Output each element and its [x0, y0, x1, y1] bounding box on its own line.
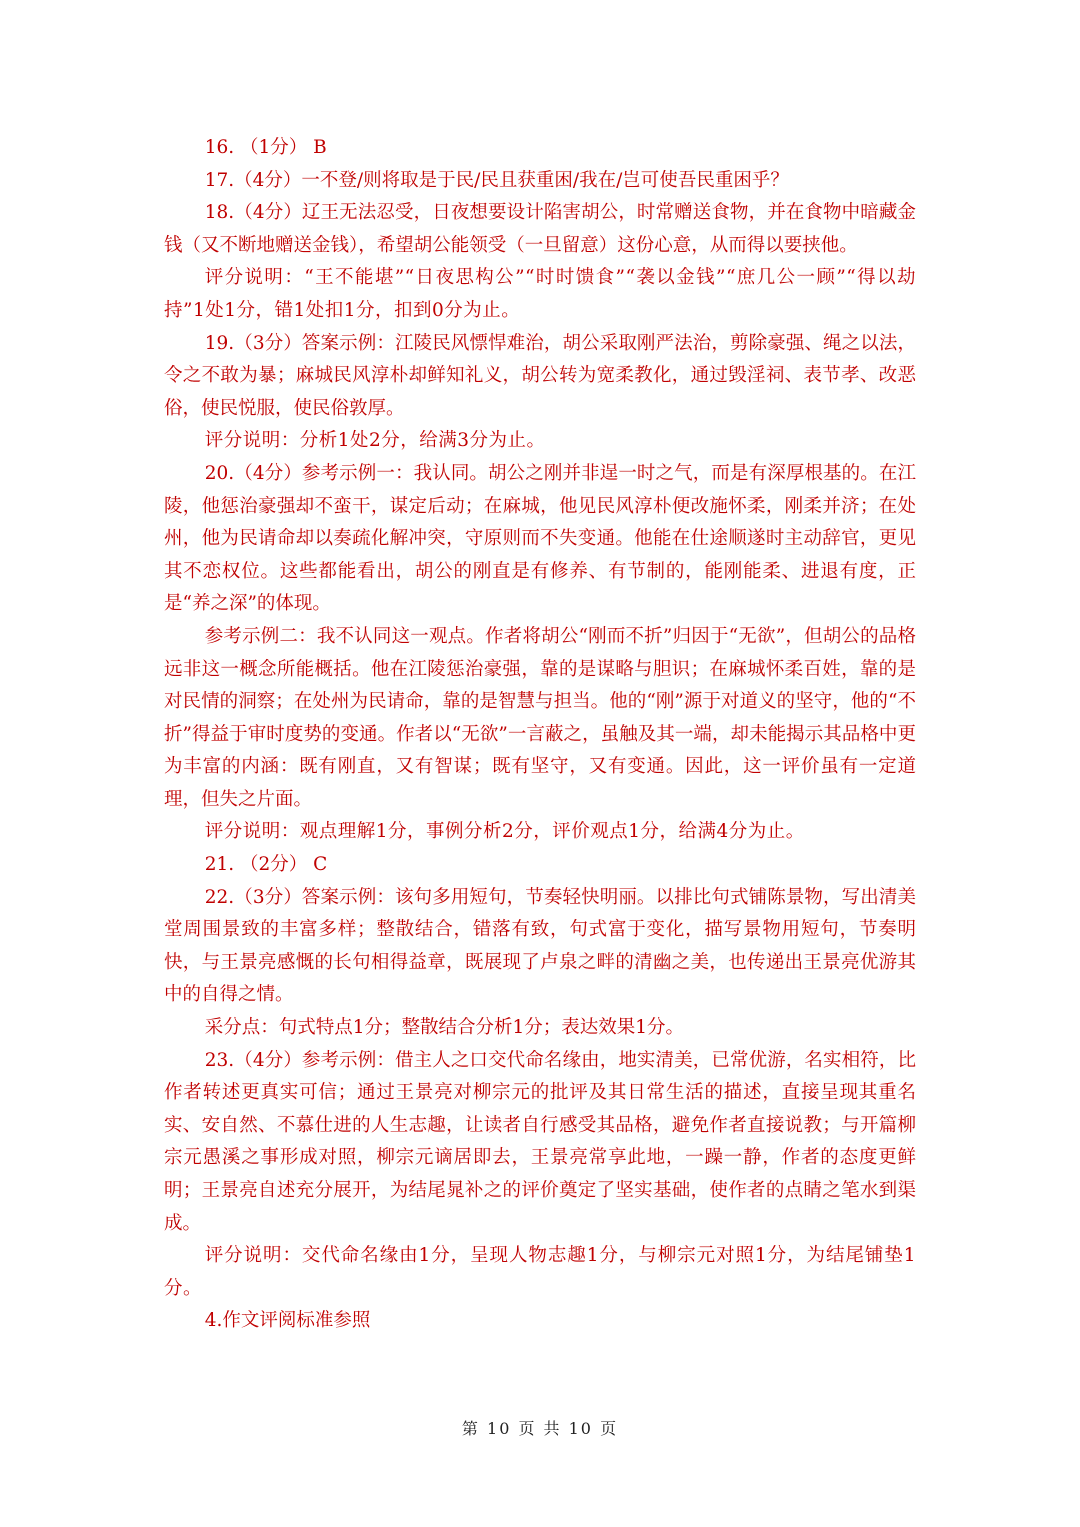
answer-20-example-2: 参考示例二：我不认同这一观点。作者将胡公“刚而不折”归因于“无欲”，但胡公的品格远非这一概念所能概括。他在江陵惩治豪强，靠的是谋略与胆识；在麻城怀柔百姓，靠的是对民情的洞察；在处州为民请命，靠的是智慧与担当。他的“刚”源于对道义的坚守，他的“不折”得益于审时度势的变通。作者以“无欲”一言蔽之，虽触及其一端，却未能揭示其品格中更为丰富的内涵：既有刚直，又有智谋；既有坚守，又有变通。因此，这一评价虽有一定道理，但失之片面。 [164, 625, 916, 810]
answer-21: 21. （2分） C [204, 854, 328, 876]
scoring-note-19: 评分说明：分析1处2分，给满3分为止。 [204, 430, 546, 452]
section-4-heading: 4.作文评阅标准参照 [204, 1310, 371, 1332]
page-number-footer: 第 10 页 共 10 页 [461, 1419, 619, 1438]
answer-20-example-1: 20.（4分）参考示例一：我认同。胡公之刚并非逞一时之气，而是有深厚根基的。在江陵，他惩治豪强却不蛮干，谋定后动；在麻城，他见民风淳朴便改施怀柔，刚柔并济；在处州，他为民请命却以奏疏化解冲突，守原则而不失变通。他能在仕途顺遂时主动辞官，更见其不恋权位。这些都能看出，胡公的刚直是有修养、有节制的，能刚能柔、进退有度，正是“养之深”的体现。 [164, 462, 916, 615]
scoring-note-23: 评分说明：交代命名缘由1分，呈现人物志趣1分，与柳宗元对照1分，为结尾铺垫1分。 [164, 1245, 916, 1299]
scoring-note-18: 评分说明：“王不能堪”“日夜思构公”“时时馈食”“袭以金钱”“庶几公一顾”“得以劫持”1处1分，错1处扣1分，扣到0分为止。 [164, 267, 916, 321]
answer-key-body [164, 132, 916, 1338]
answer-23: 23.（4分）参考示例：借主人之口交代命名缘由，地实清美，已常优游，名实相符，比作者转述更真实可信；通过王景亮对柳宗元的批评及其日常生活的描述，直接呈现其重名实、安自然、不慕仕进的人生志趣，让读者自行感受其品格，避免作者直接说教；与开篇柳宗元愚溪之事形成对照，柳宗元谪居即去，王景亮常享此地，一躁一静，作者的态度更鲜明；王景亮自述充分展开，为结尾晁补之的评价奠定了坚实基础，使作者的点睛之笔水到渠成。 [164, 1049, 916, 1234]
scoring-note-22: 采分点：句式特点1分；整散结合分析1分；表达效果1分。 [204, 1017, 685, 1039]
answer-17: 17.（4分）一不登/则将取是于民/民且获重困/我在/岂可使吾民重困乎？ [204, 169, 789, 191]
answer-19: 19.（3分）答案示例：江陵民风慓悍难治，胡公采取刚严法治，剪除豪强、绳之以法，令之不敢为暴；麻城民风淳朴却鲜知礼义，胡公转为宽柔教化，通过毁淫祠、表节孝、改恶俗，使民悦服，使民俗敦厚。 [164, 332, 916, 419]
answer-16: 16. （1分） B [204, 137, 327, 158]
answer-22: 22.（3分）答案示例：该句多用短句，节奏轻快明丽。以排比句式铺陈景物，写出清美堂周围景致的丰富多样；整散结合，错落有致，句式富于变化，描写景物用短句，节奏明快，与王景亮感慨的长句相得益章，既展现了卢泉之畔的清幽之美，也传递出王景亮优游其中的自得之情。 [164, 886, 916, 1006]
scoring-note-20: 评分说明：观点理解1分，事例分析2分，评价观点1分，给满4分为止。 [204, 821, 805, 843]
answer-18: 18.（4分）辽王无法忍受，日夜想要设计陷害胡公，时常赠送食物，并在食物中暗藏金钱（又不断地赠送金钱），希望胡公能领受（一旦留意）这份心意，从而得以要挟他。 [164, 202, 916, 256]
